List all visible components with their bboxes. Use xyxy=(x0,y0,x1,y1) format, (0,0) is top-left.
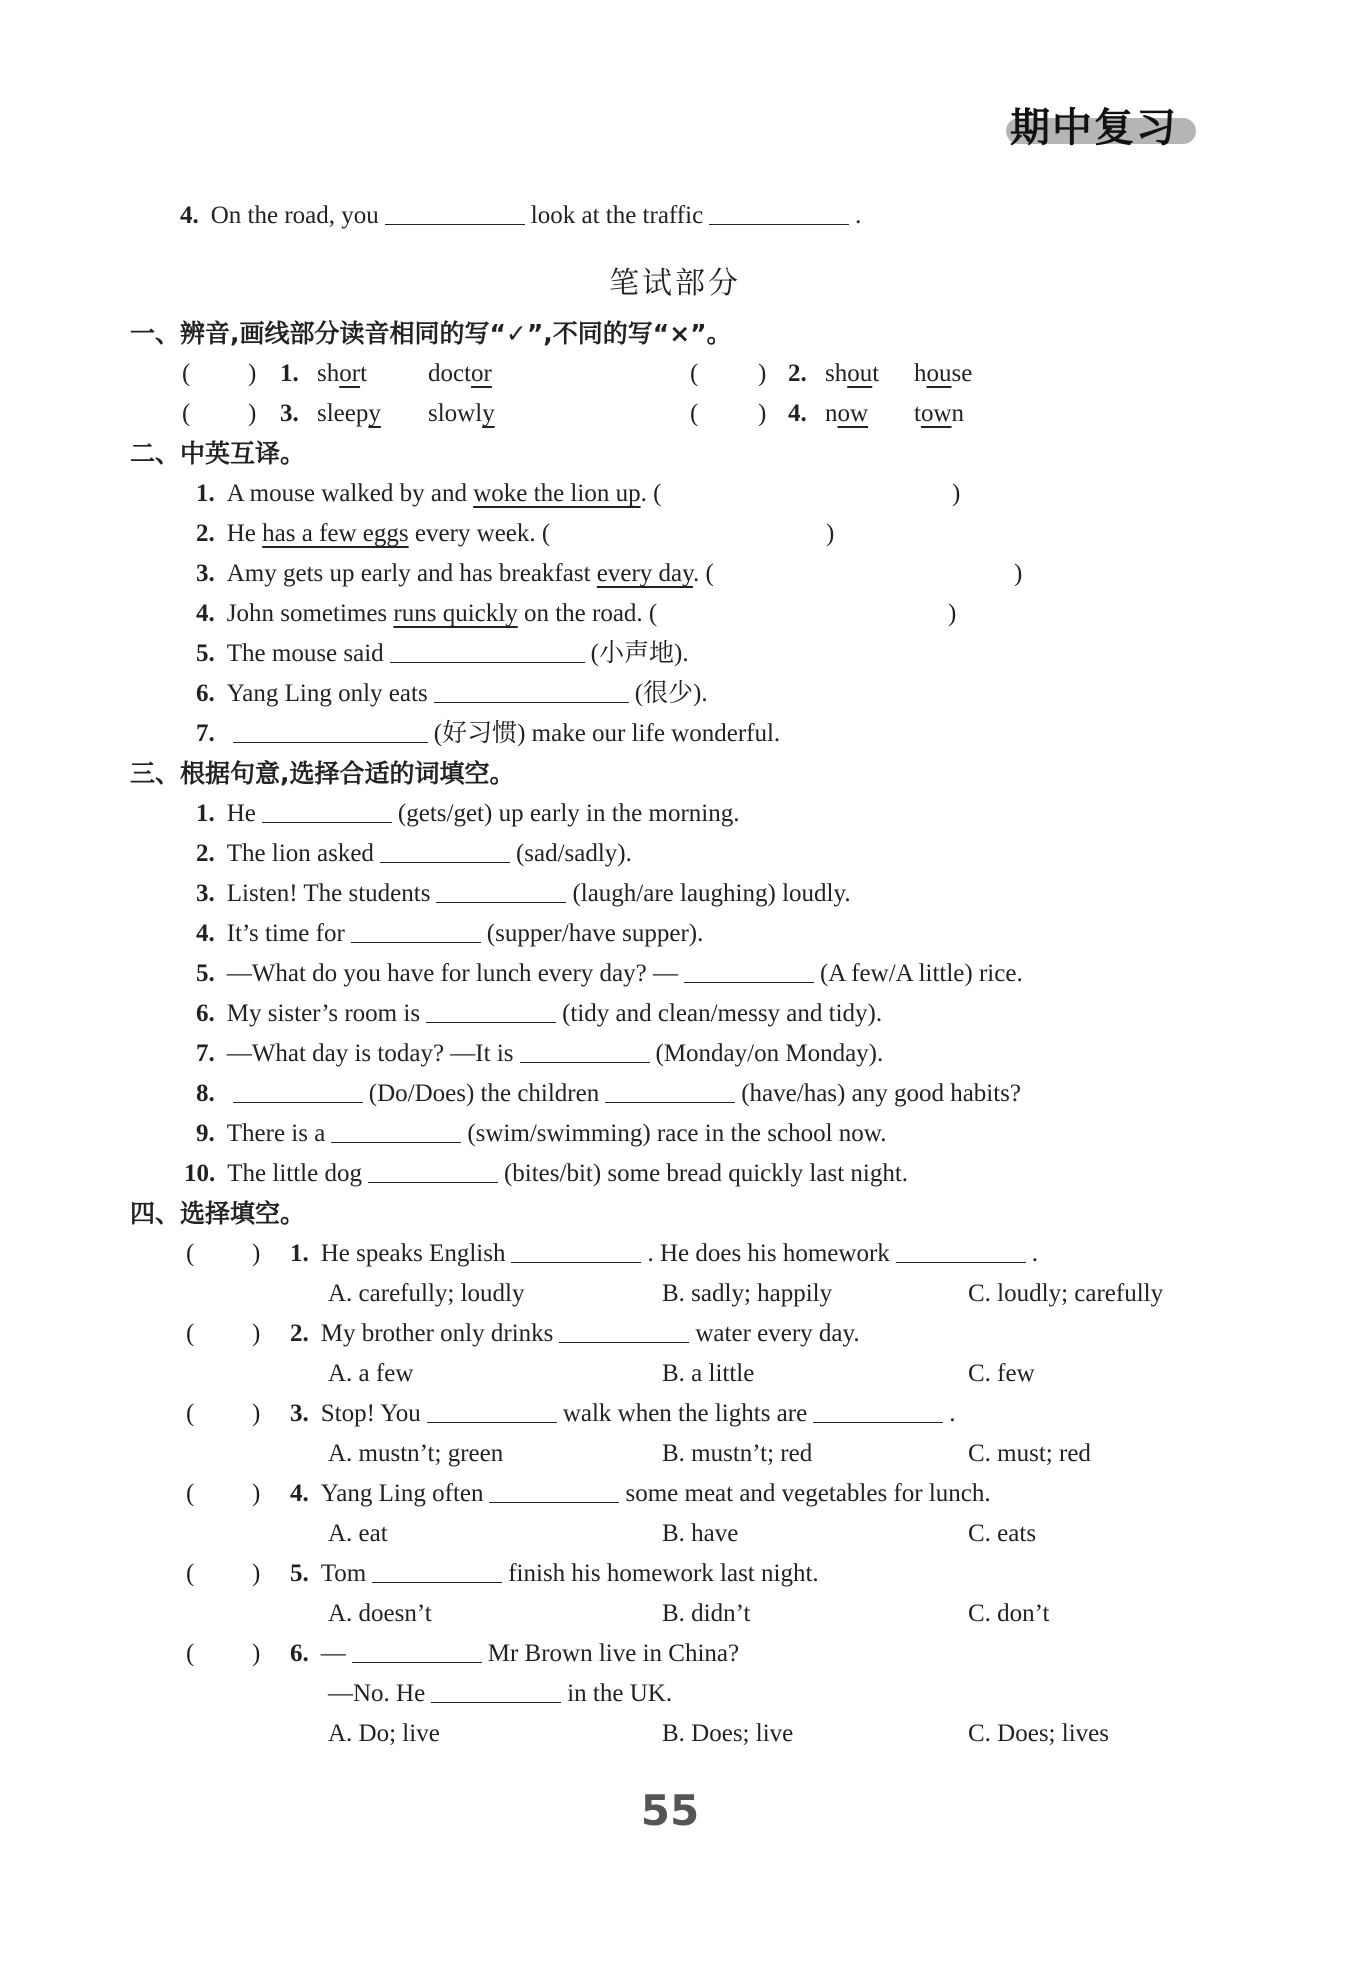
phonics-item-4 xyxy=(788,398,868,430)
choice-item-3: 3. Stop! You walk when the lights are . xyxy=(290,1400,956,1427)
answer-paren-close: ) xyxy=(826,520,835,547)
answer-paren-close: ) xyxy=(252,1320,261,1347)
question-number: 2. xyxy=(788,360,807,387)
answer-blank[interactable] xyxy=(380,840,510,863)
phonics-item-3-word-2: slowly xyxy=(428,400,495,427)
answer-paren-open[interactable]: ( xyxy=(186,1480,195,1507)
question-number: 6. xyxy=(196,680,215,707)
option-a[interactable]: A. doesn’t xyxy=(328,1600,432,1627)
word-1: now xyxy=(825,400,869,427)
answer-paren-open[interactable]: ( xyxy=(186,1560,195,1587)
answer-blank[interactable] xyxy=(351,920,481,943)
translation-item-6: 6. Yang Ling only eats (很少). xyxy=(196,680,708,707)
answer-paren-close: ) xyxy=(252,1240,261,1267)
answer-blank[interactable] xyxy=(684,960,814,983)
underlined-phrase: runs quickly xyxy=(393,600,518,627)
section-3-heading: 三、根据句意,选择合适的词填空。 xyxy=(130,759,515,788)
choice-item-4: 4. Yang Ling often some meat and vegetables for lunch. xyxy=(290,1480,991,1507)
answer-paren-close: ) xyxy=(952,480,961,507)
translation-item-1: 1. A mouse walked by and woke the lion up. ( xyxy=(196,480,662,507)
option-b[interactable]: B. mustn’t; red xyxy=(662,1440,813,1467)
option-b[interactable]: B. sadly; happily xyxy=(662,1280,833,1307)
answer-blank[interactable] xyxy=(331,1120,461,1143)
answer-blank[interactable] xyxy=(559,1320,689,1343)
fill-item-6: 6. My sister’s room is (tidy and clean/messy and tidy). xyxy=(196,1000,883,1027)
option-c[interactable]: C. loudly; carefully xyxy=(968,1280,1164,1307)
answer-paren-open[interactable]: ( xyxy=(182,360,191,387)
answer-blank[interactable] xyxy=(233,1080,363,1103)
answer-blank[interactable] xyxy=(233,720,428,743)
option-a[interactable]: A. Do; live xyxy=(328,1720,440,1747)
answer-blank[interactable] xyxy=(605,1080,735,1103)
answer-blank[interactable] xyxy=(520,1040,650,1063)
fill-item-4: 4. It’s time for (supper/have supper). xyxy=(196,920,704,947)
answer-blank[interactable] xyxy=(434,680,629,703)
answer-paren-close: ) xyxy=(248,360,257,387)
answer-blank[interactable] xyxy=(489,1480,619,1503)
option-a[interactable]: A. eat xyxy=(328,1520,388,1547)
answer-blank[interactable] xyxy=(372,1560,502,1583)
translation-item-4: 4. John sometimes runs quickly on the road. ( xyxy=(196,600,658,627)
answer-blank[interactable] xyxy=(426,1000,556,1023)
section-2-heading: 二、中英互译。 xyxy=(130,439,306,468)
section-badge xyxy=(1000,96,1200,151)
answer-paren-open[interactable]: ( xyxy=(182,400,191,427)
answer-paren-close: ) xyxy=(758,360,767,387)
answer-paren-open[interactable]: ( xyxy=(690,360,699,387)
badge-text: 期中复习 xyxy=(1010,105,1178,151)
answer-paren-open[interactable]: ( xyxy=(186,1640,195,1667)
fill-item-1: 1. He (gets/get) up early in the morning. xyxy=(196,800,740,827)
answer-blank[interactable] xyxy=(896,1240,1026,1263)
phonics-item-4-word-2: town xyxy=(914,400,965,427)
question-text: . xyxy=(855,202,862,229)
answer-blank[interactable] xyxy=(813,1400,943,1423)
answer-paren-open[interactable]: ( xyxy=(690,400,699,427)
option-c[interactable]: C. Does; lives xyxy=(968,1720,1109,1747)
phonics-item-2-word-2: house xyxy=(914,360,973,387)
answer-paren-close: ) xyxy=(1014,560,1023,587)
answer-paren-open[interactable]: ( xyxy=(186,1320,195,1347)
choice-item-5: 5. Tom finish his homework last night. xyxy=(290,1560,819,1587)
question-number: 3. xyxy=(196,560,215,587)
answer-blank[interactable] xyxy=(390,640,585,663)
answer-blank[interactable] xyxy=(352,1640,482,1663)
written-part-title: 笔试部分 xyxy=(609,266,741,301)
fill-item-10: 10. The little dog (bites/bit) some bread quickly last night. xyxy=(184,1160,909,1187)
listening-question-4 xyxy=(180,200,861,232)
translation-item-5: 5. The mouse said (小声地). xyxy=(196,640,689,667)
fill-item-2: 2. The lion asked (sad/sadly). xyxy=(196,840,632,867)
answer-blank[interactable] xyxy=(511,1240,641,1263)
option-c[interactable]: C. must; red xyxy=(968,1440,1091,1467)
option-b[interactable]: B. have xyxy=(662,1520,739,1547)
word-1: sleepy xyxy=(317,400,381,427)
option-c[interactable]: C. few xyxy=(968,1360,1035,1387)
answer-paren-open[interactable]: ( xyxy=(186,1240,195,1267)
translation-item-7: 7. (好习惯) make our life wonderful. xyxy=(196,720,781,747)
phonics-item-1 xyxy=(280,358,367,390)
option-c[interactable]: C. eats xyxy=(968,1520,1037,1547)
answer-paren-close: ) xyxy=(252,1480,261,1507)
question-number: 5. xyxy=(196,640,215,667)
fill-item-8: 8. (Do/Does) the children (have/has) any good habits? xyxy=(196,1080,1022,1107)
phonics-item-3 xyxy=(280,398,381,430)
answer-paren-close: ) xyxy=(252,1560,261,1587)
choice-item-6-reply: —No. He in the UK. xyxy=(328,1680,673,1707)
option-a[interactable]: A. carefully; loudly xyxy=(328,1280,525,1307)
answer-blank[interactable] xyxy=(436,880,566,903)
answer-paren-close: ) xyxy=(252,1640,261,1667)
underlined-phrase: has a few eggs xyxy=(262,520,409,547)
underlined-phrase: woke the lion up xyxy=(473,480,641,507)
question-number: 4. xyxy=(788,400,807,427)
word-1: short xyxy=(317,360,368,387)
answer-paren-close: ) xyxy=(758,400,767,427)
question-text: look at the traffic xyxy=(530,202,704,229)
question-number: 1. xyxy=(280,360,299,387)
underlined-phrase: every day xyxy=(596,560,694,587)
phonics-item-1-word-2: doctor xyxy=(428,360,492,387)
option-b[interactable]: B. didn’t xyxy=(662,1600,751,1627)
fill-item-7: 7. —What day is today? —It is (Monday/on Monday). xyxy=(196,1040,884,1067)
phonics-item-2 xyxy=(788,358,879,390)
choice-item-1: 1. He speaks English . He does his homework . xyxy=(290,1240,1039,1267)
choice-item-2: 2. My brother only drinks water every day. xyxy=(290,1320,860,1347)
option-a[interactable]: A. mustn’t; green xyxy=(328,1440,504,1467)
page-number: 55 xyxy=(640,1786,700,1835)
question-number: 1. xyxy=(196,480,215,507)
option-c[interactable]: C. don’t xyxy=(968,1600,1050,1627)
option-a[interactable]: A. a few xyxy=(328,1360,414,1387)
answer-blank[interactable] xyxy=(427,1400,557,1423)
answer-blank[interactable] xyxy=(368,1160,498,1183)
answer-blank[interactable] xyxy=(385,202,525,225)
answer-paren-close: ) xyxy=(248,400,257,427)
question-number: 4. xyxy=(180,202,199,229)
word-1: shout xyxy=(825,360,880,387)
fill-item-9: 9. There is a (swim/swimming) race in the school now. xyxy=(196,1120,887,1147)
answer-blank[interactable] xyxy=(262,800,392,823)
option-b[interactable]: B. a little xyxy=(662,1360,755,1387)
choice-item-6: 6. — Mr Brown live in China? xyxy=(290,1640,740,1667)
answer-paren-open[interactable]: ( xyxy=(186,1400,195,1427)
question-number: 4. xyxy=(196,600,215,627)
fill-item-5: 5. —What do you have for lunch every day? — (A few/A little) rice. xyxy=(196,960,1023,987)
section-4-heading: 四、选择填空。 xyxy=(130,1199,306,1228)
question-number: 2. xyxy=(196,520,215,547)
question-number: 7. xyxy=(196,720,215,747)
fill-item-3: 3. Listen! The students (laugh/are laughing) loudly. xyxy=(196,880,851,907)
answer-blank[interactable] xyxy=(709,202,849,225)
translation-item-3: 3. Amy gets up early and has breakfast every day. ( xyxy=(196,560,714,587)
question-text: On the road, you xyxy=(210,202,379,229)
answer-paren-close: ) xyxy=(948,600,957,627)
answer-blank[interactable] xyxy=(431,1680,561,1703)
answer-paren-close: ) xyxy=(252,1400,261,1427)
question-number: 3. xyxy=(280,400,299,427)
translation-item-2: 2. He has a few eggs every week. ( xyxy=(196,520,551,547)
section-1-heading: 一、辨音,画线部分读音相同的写“✓”,不同的写“×”。 xyxy=(130,319,732,348)
option-b[interactable]: B. Does; live xyxy=(662,1720,794,1747)
